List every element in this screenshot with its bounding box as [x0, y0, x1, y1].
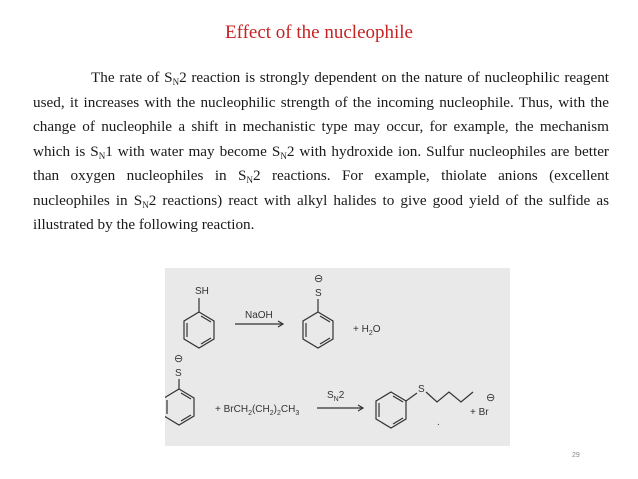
- para-text-1: The rate of S: [91, 69, 173, 86]
- reaction-arrow-2: [317, 405, 363, 411]
- sh-label: SH: [195, 286, 209, 297]
- para-text-6: 2 reactions) react with alkyl halides to give good yield of the sulfide as illustrated by the following reaction.: [33, 191, 609, 233]
- benzene-ring-3: [165, 389, 194, 425]
- product-aryl-s-bond: [406, 393, 417, 401]
- plus-water: + $H_2O$: [353, 324, 381, 337]
- benzene-ring-4: [376, 392, 406, 428]
- page-number: 29: [572, 452, 580, 459]
- s-label-1: S: [315, 288, 322, 299]
- reaction-figure: [165, 268, 510, 446]
- para-text-5: 2 reactions. For example, thiolate anions (excellent nucleophiles in S: [33, 167, 609, 209]
- para-text-4: 2 with hydroxide ion. Sulfur nucleophiles are better than oxygen nucleophiles in S: [33, 142, 609, 184]
- para-text-2: 2 reaction is strongly dependent on the nature of nucleophilic reagent used, it increases with the nucleophilic strength of the incoming nucleophile. Thus, with the change of nucleophile a shift in mechanistic type may occur, for example, the mechanism which is S: [33, 69, 610, 160]
- para-text-3: 1 with water may become S: [105, 142, 281, 160]
- naoh-label: NaOH: [245, 310, 273, 321]
- plus-bromide-ion: + Br: [470, 407, 489, 418]
- para-sub-3: N: [280, 150, 287, 161]
- para-sub-5: N: [142, 199, 149, 210]
- charge-2: ⊖: [174, 353, 184, 365]
- plus-bromide-reagent: + $BrCH_2(CH_2)_2CH_3$: [215, 404, 300, 417]
- reaction-arrow-1: [235, 321, 283, 327]
- benzene-ring-2: [303, 312, 333, 348]
- sn2-label: $S_N2$: [327, 390, 345, 403]
- benzene-ring-1: [184, 312, 214, 348]
- slide-title: Effect of the nucleophile: [225, 22, 413, 43]
- para-sub-4: N: [246, 175, 253, 185]
- charge-3: ⊖: [486, 392, 496, 404]
- product-dot: .: [437, 417, 440, 428]
- para-sub-2: N: [98, 150, 106, 161]
- s-label-3: S: [418, 384, 425, 395]
- charge-1: ⊖: [314, 273, 324, 285]
- body-paragraph: [33, 66, 609, 238]
- s-label-2: S: [175, 368, 182, 379]
- para-sub-1: N: [172, 77, 180, 87]
- butyl-chain: [426, 392, 473, 402]
